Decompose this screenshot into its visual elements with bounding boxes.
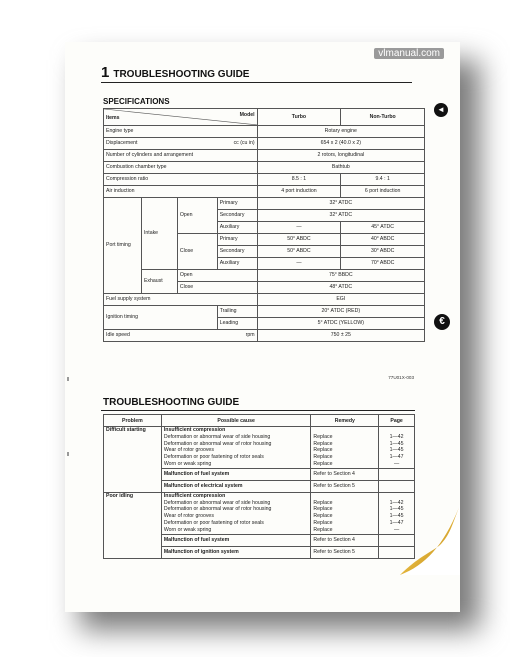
secondary-label: Secondary: [217, 210, 257, 222]
open-label: Open: [177, 270, 257, 282]
cause-cell: Malfunction of ignition system: [161, 546, 311, 558]
page-curl-icon: [400, 505, 460, 575]
spec-row: [104, 306, 425, 318]
troubleshooting-rule: [101, 410, 415, 411]
cause-item: Deformation or poor fastening of rotor seals: [163, 519, 264, 526]
cause-item: Deformation or poor fastening of rotor seals: [163, 454, 264, 461]
page-item: 1—47: [389, 519, 404, 526]
problem-header: Problem: [104, 415, 162, 427]
page-cell: [379, 468, 415, 480]
cause-cell: [161, 492, 311, 534]
cause-item: Wear of rotor grooves: [163, 447, 214, 454]
margin-mark: [67, 377, 69, 381]
timing-value-turbo: 50° ABDC: [257, 246, 341, 258]
remedy-cell: Refer to Section 4: [311, 468, 379, 480]
close-label: Close: [177, 282, 257, 294]
timing-value: 32° ATDC: [257, 210, 424, 222]
remedy-item: Replace: [313, 506, 333, 513]
header-diagonal: [104, 109, 258, 125]
spec-row: [104, 330, 425, 342]
spec-unit: cc (cu in): [233, 140, 255, 146]
remedy-cell: Refer to Section 5: [311, 480, 379, 492]
remedy-item: Replace: [313, 460, 333, 467]
timing-value-turbo: —: [257, 222, 341, 234]
spec-value: Bathtub: [257, 162, 424, 174]
spec-label: [104, 138, 258, 150]
cause-title: Insufficient compression: [163, 492, 226, 499]
trailing-label: Trailing: [217, 306, 257, 318]
specs-title: SPECIFICATIONS: [103, 97, 170, 106]
spec-value: 2 rotors, longitudinal: [257, 150, 424, 162]
page-item: 1—42: [389, 499, 404, 506]
spec-label: Air induction: [104, 186, 258, 198]
items-header: Items: [106, 115, 120, 121]
page-item: 1—45: [389, 440, 404, 447]
leading-label: Leading: [217, 318, 257, 330]
spec-label: Combustion chamber type: [104, 162, 258, 174]
turbo-header: Turbo: [257, 109, 341, 126]
timing-value-nonturbo: 45° ATDC: [341, 222, 425, 234]
spec-row: [104, 174, 425, 186]
remedy-item: Replace: [313, 440, 333, 447]
watermark: vlmanual.com: [374, 48, 444, 59]
auxiliary-label: Auxiliary: [217, 222, 257, 234]
chapter-number: 1: [101, 64, 110, 81]
cause-item: Deformation or abnormal wear of rotor housing: [163, 506, 272, 513]
troubleshooting-title: TROUBLESHOOTING GUIDE: [103, 397, 240, 408]
spec-row: [104, 162, 425, 174]
page-cell: [379, 427, 415, 469]
close-label: Close: [177, 234, 217, 270]
troubleshooting-table: [103, 414, 415, 559]
spec-value: Rotary engine: [257, 126, 424, 138]
cause-cell: Malfunction of fuel system: [161, 534, 311, 546]
figure-code: 77U01X-003: [388, 375, 414, 380]
remedy-cell: [311, 492, 379, 534]
remedy-cell: Refer to Section 5: [311, 546, 379, 558]
problem-cell: Difficult starting: [104, 427, 162, 493]
spec-value-nonturbo: 9.4 : 1: [341, 174, 425, 186]
cause-title: Insufficient compression: [163, 427, 226, 433]
cause-item: Worn or weak spring: [163, 460, 212, 467]
spec-row: [104, 138, 425, 150]
timing-value-nonturbo: 30° ABDC: [341, 246, 425, 258]
page-item: 1—45: [389, 447, 404, 454]
cause-cell: Malfunction of fuel system: [161, 468, 311, 480]
open-label: Open: [177, 198, 217, 234]
chapter-rule: [101, 82, 412, 83]
spec-label: Compression ratio: [104, 174, 258, 186]
items-model-header: [104, 109, 258, 126]
page-item: 1—42: [389, 433, 404, 440]
port-timing-row: [104, 270, 425, 282]
remedy-item: Replace: [313, 454, 333, 461]
page-item: 1—45: [389, 513, 404, 520]
remedy-item: Replace: [313, 513, 333, 520]
spec-label: [104, 330, 258, 342]
spec-label: Fuel supply system: [104, 294, 258, 306]
specifications-table: [103, 108, 425, 342]
chapter-title-text: TROUBLESHOOTING GUIDE: [113, 69, 250, 80]
model-header: Model: [239, 112, 255, 118]
cause-item: Worn or weak spring: [163, 526, 212, 533]
margin-mark: [67, 452, 69, 456]
remedy-item: Replace: [313, 519, 333, 526]
spec-label: Engine type: [104, 126, 258, 138]
spec-label-text: Displacement: [106, 140, 138, 146]
secondary-label: Secondary: [217, 246, 257, 258]
intake-label: Intake: [141, 198, 177, 270]
timing-value: 75° BBDC: [257, 270, 424, 282]
spec-value-nonturbo: 6 port induction: [341, 186, 425, 198]
cause-item: Deformation or abnormal wear of side housing: [163, 433, 271, 440]
spec-row: [104, 186, 425, 198]
exhaust-label: Exhaust: [141, 270, 177, 294]
spec-value-turbo: 8.5 : 1: [257, 174, 341, 186]
remedy-item: Replace: [313, 526, 333, 533]
remedy-cell: [311, 427, 379, 469]
cause-item: Deformation or abnormal wear of rotor housing: [163, 440, 272, 447]
timing-value: 48° ATDC: [257, 282, 424, 294]
page-cell: [379, 480, 415, 492]
spec-row: [104, 150, 425, 162]
spec-label-text: Idle speed: [106, 332, 130, 338]
port-timing-label: Port timing: [104, 198, 142, 294]
remedy-cell: Refer to Section 4: [311, 534, 379, 546]
ts-row: [104, 427, 415, 469]
cause-item: Deformation or abnormal wear of side housing: [163, 499, 271, 506]
chapter-title: [101, 64, 249, 81]
cause-item: Wear of rotor grooves: [163, 513, 214, 520]
spec-value: 20° ATDC (RED): [257, 306, 424, 318]
timing-value-turbo: 50° ABDC: [257, 234, 341, 246]
tab-marker-icon: ◄: [434, 103, 448, 117]
page-item: 1—47: [389, 454, 404, 461]
page-header: Page: [379, 415, 415, 427]
remedy-item: Replace: [313, 433, 333, 440]
spec-value: 654 x 2 (40.0 x 2): [257, 138, 424, 150]
nonturbo-header: Non-Turbo: [341, 109, 425, 126]
timing-value-nonturbo: 40° ABDC: [341, 234, 425, 246]
spec-value-turbo: 4 port induction: [257, 186, 341, 198]
page-item: —: [393, 526, 400, 533]
primary-label: Primary: [217, 198, 257, 210]
cause-cell: Malfunction of electrical system: [161, 480, 311, 492]
timing-value-nonturbo: 70° ABDC: [341, 258, 425, 270]
spec-header-row: [104, 109, 425, 126]
spec-value: EGI: [257, 294, 424, 306]
spec-row: [104, 126, 425, 138]
spec-label: Ignition timing: [104, 306, 218, 330]
timing-value: 32° ATDC: [257, 198, 424, 210]
cause-cell: [161, 427, 311, 469]
auxiliary-label: Auxiliary: [217, 258, 257, 270]
spec-row: [104, 294, 425, 306]
spec-value: 750 ± 25: [257, 330, 424, 342]
ts-row: [104, 492, 415, 534]
page-item: —: [393, 460, 400, 467]
timing-value-turbo: —: [257, 258, 341, 270]
spec-label: Number of cylinders and arrangement: [104, 150, 258, 162]
port-timing-row: [104, 198, 425, 210]
page-item: 1—45: [389, 506, 404, 513]
remedy-item: Replace: [313, 499, 333, 506]
ts-header-row: [104, 415, 415, 427]
problem-cell: Poor idling: [104, 492, 162, 558]
spec-unit: rpm: [245, 332, 255, 338]
section-marker-icon: €: [434, 314, 450, 330]
cause-header: Possible cause: [161, 415, 311, 427]
remedy-header: Remedy: [311, 415, 379, 427]
spec-value: 5° ATDC (YELLOW): [257, 318, 424, 330]
remedy-item: Replace: [313, 447, 333, 454]
primary-label: Primary: [217, 234, 257, 246]
